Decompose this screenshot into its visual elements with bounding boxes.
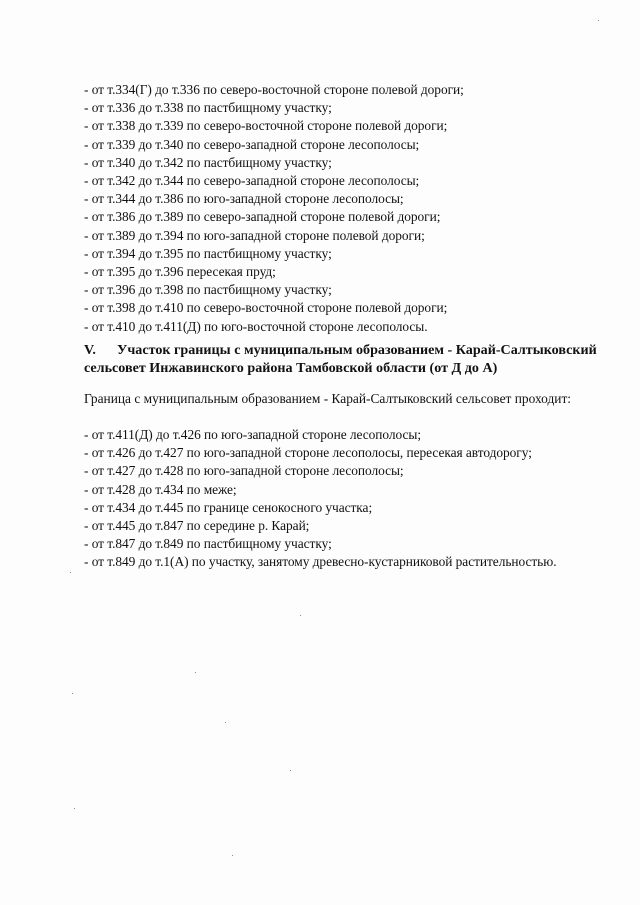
list-item: - от т.336 до т.338 по пастбищному участку;: [84, 100, 332, 116]
list-item: - от т.427 до т.428 по юго-западной стороне лесополосы;: [84, 463, 404, 479]
boundary-list-continued: [84, 81, 614, 336]
scan-speck: [290, 770, 291, 771]
section-intro: Граница с муниципальным образованием - Карай-Салтыковский сельсовет проходит:: [84, 391, 572, 406]
section-title: Участок границы с муниципальным образованием - Карай-Салтыковский сельсовет Инжавинского района Тамбовской области (от Д до А): [84, 342, 597, 377]
boundary-list: [84, 426, 614, 572]
list-item: - от т.334(Г) до т.336 по северо-восточной стороне полевой дороги;: [84, 82, 464, 97]
list-item: - от т.344 до т.386 по юго-западной стороне лесополосы;: [84, 191, 404, 207]
list-item: - от т.386 до т.389 по северо-западной стороне полевой дороги;: [84, 209, 441, 225]
scan-speck: [70, 572, 71, 573]
scan-speck: [225, 722, 226, 723]
list-item: - от т.428 до т.434 по меже;: [84, 481, 237, 497]
list-item: - от т.849 до т.1(А) по участку, занятому древесно-кустарниковой растительностью.: [84, 554, 557, 570]
list-item: - от т.389 до т.394 по юго-западной стороне полевой дороги;: [84, 227, 425, 243]
scan-speck: [300, 615, 301, 616]
list-item: - от т.426 до т.427 по юго-западной стороне лесополосы, пересекая автодорогу;: [84, 445, 532, 461]
list-item: - от т.338 до т.339 по северо-восточной стороне полевой дороги;: [84, 118, 448, 134]
section-heading: [84, 341, 619, 378]
list-item: - от т.411(Д) до т.426 по юго-западной стороне лесополосы;: [84, 427, 421, 442]
scan-speck: [195, 672, 196, 673]
scan-speck: [74, 808, 75, 809]
list-item: - от т.847 до т.849 по пастбищному участку;: [84, 536, 332, 552]
scan-speck: [598, 20, 599, 21]
list-item: - от т.398 до т.410 по северо-восточной стороне полевой дороги;: [84, 300, 448, 316]
list-item: - от т.434 до т.445 по границе сенокосного участка;: [84, 499, 373, 515]
list-item: - от т.394 до т.395 по пастбищному участку;: [84, 245, 332, 261]
list-item: - от т.339 до т.340 по северо-западной стороне лесополосы;: [84, 136, 420, 152]
list-item: - от т.342 до т.344 по северо-западной стороне лесополосы;: [84, 173, 420, 189]
list-item: - от т.445 до т.847 по середине р. Карай;: [84, 518, 310, 534]
section-number: V.: [84, 342, 96, 358]
list-item: - от т.396 до т.398 по пастбищному участку;: [84, 282, 332, 298]
list-item: - от т.395 до т.396 пересекая пруд;: [84, 264, 276, 280]
list-item: - от т.410 до т.411(Д) по юго-восточной стороне лесополосы.: [84, 318, 428, 334]
scan-speck: [232, 855, 233, 856]
scan-speck: [72, 693, 73, 694]
list-item: - от т.340 до т.342 по пастбищному участку;: [84, 154, 332, 170]
